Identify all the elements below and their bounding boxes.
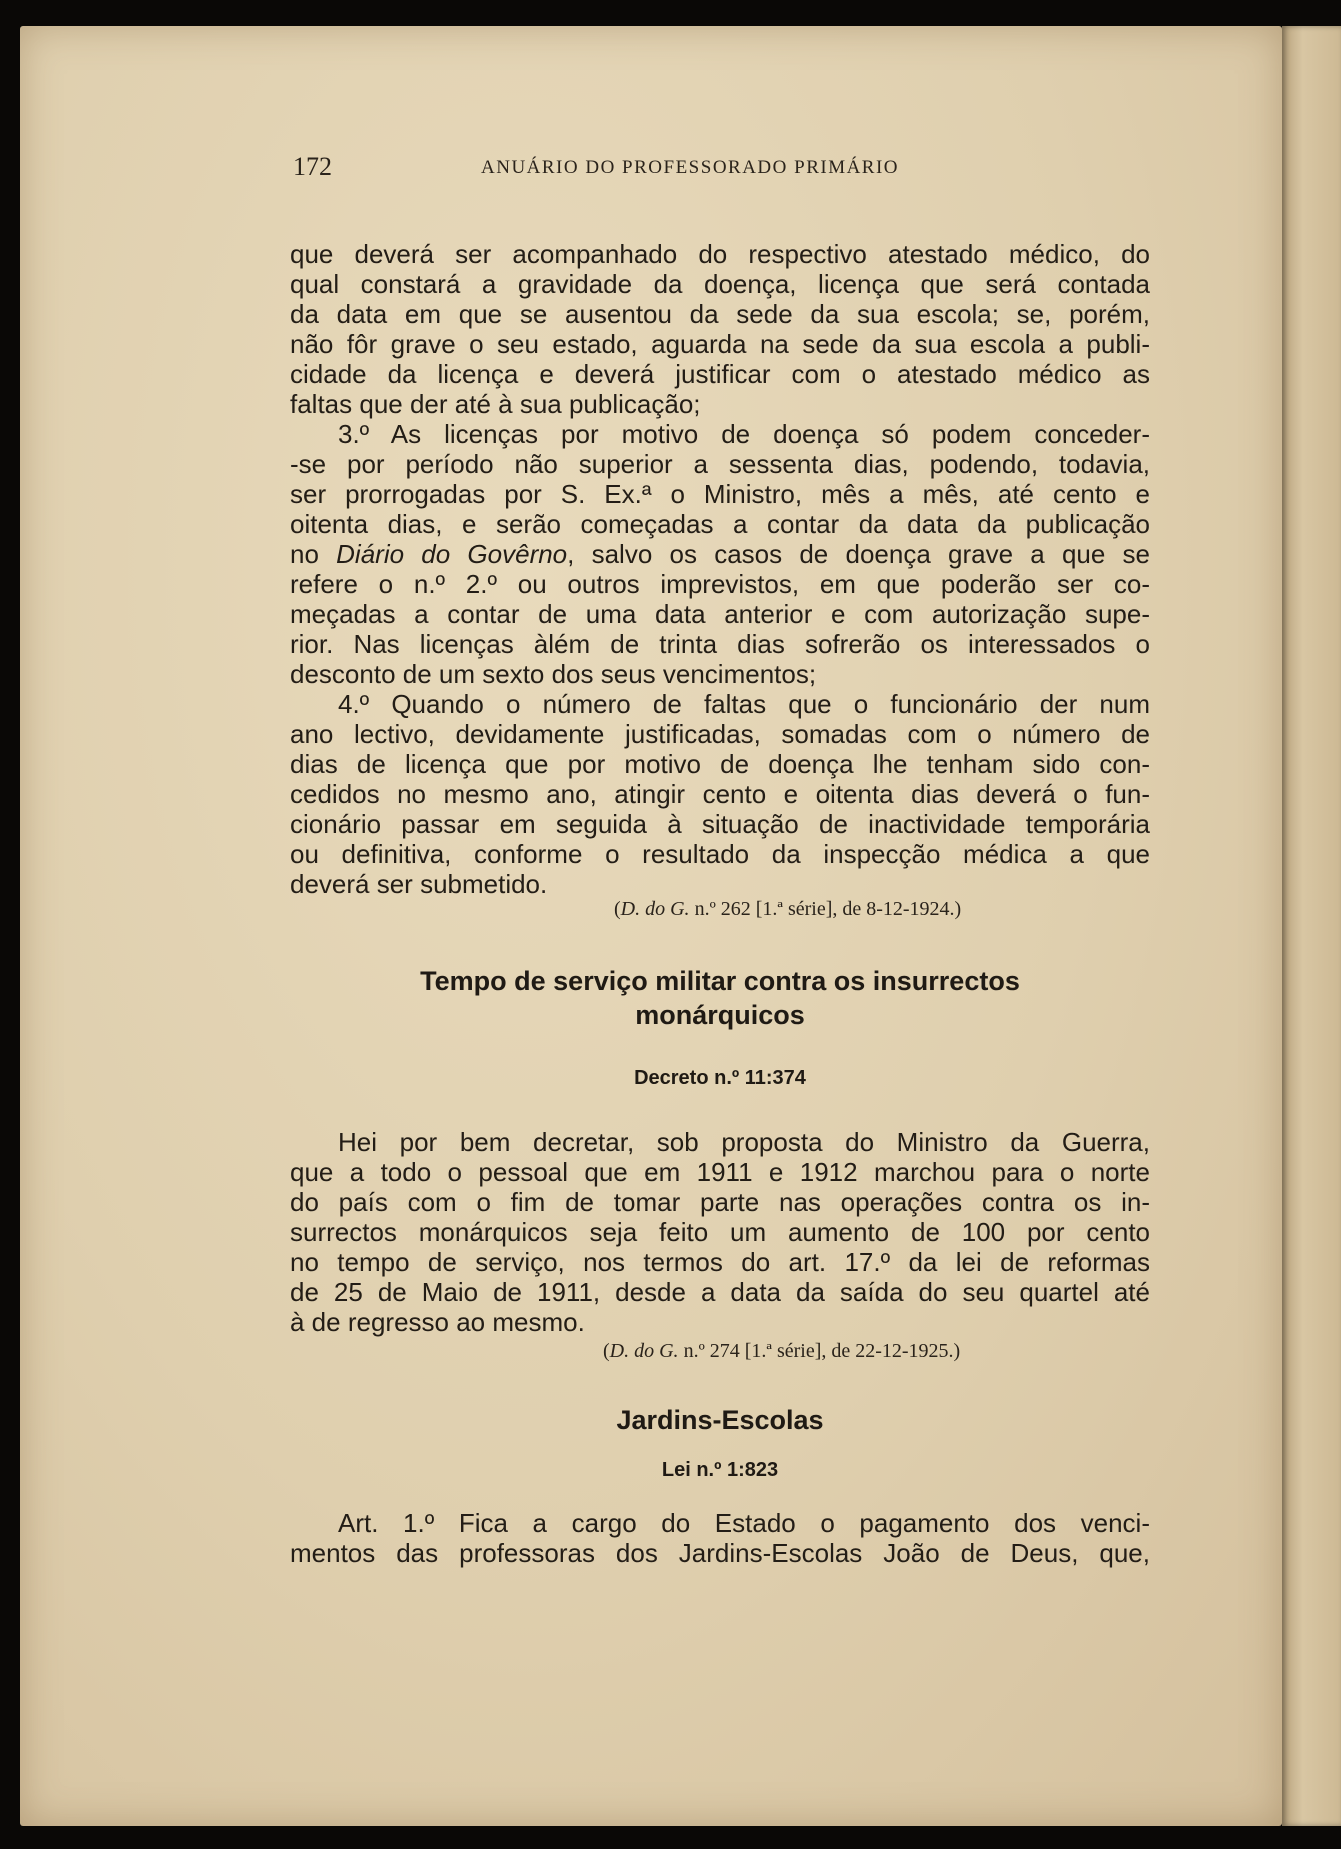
text-line: rior. Nas licenças àlém de trinta dias sofrerão os interessados o [290, 629, 1150, 659]
text-line: desconto de um sexto dos seus vencimentos; [290, 659, 817, 689]
text-line: no tempo de serviço, nos termos do art. 17.º da lei de reformas [290, 1247, 1150, 1277]
text-line: surrectos monárquicos seja feito um aumento de 100 por cento [290, 1217, 1150, 1247]
text-line: da data em que se ausentou da sede da sua escola; se, porém, [290, 299, 1150, 329]
text-line: deverá ser submetido. [290, 869, 548, 899]
text-line: que a todo o pessoal que em 1911 e 1912 marchou para o norte [290, 1157, 1150, 1187]
text-line: do país com o fim de tomar parte nas operações contra os in- [290, 1187, 1150, 1217]
page-header [293, 152, 1146, 182]
text-line: meçadas a contar de uma data anterior e com autorização supe- [290, 599, 1150, 629]
running-title: ANUÁRIO DO PROFESSORADO PRIMÁRIO [481, 157, 900, 178]
text-line: à de regresso ao mesmo. [290, 1307, 585, 1337]
section-title-jardins-escolas: Jardins-Escolas [616, 1405, 824, 1435]
page-number: 172 [293, 152, 332, 181]
text-line: dias de licença que por motivo de doença lhe tenham sido con- [290, 749, 1150, 779]
section-title-tempo-servico: Tempo de serviço militar contra os insurrectos [420, 966, 1020, 996]
text-line: que deverá ser acompanhado do respectivo atestado médico, do [290, 239, 1150, 269]
text-line: não fôr grave o seu estado, aguarda na sede da sua escola a publi- [290, 329, 1150, 359]
text-line: qual constará a gravidade da doença, licença que será contada [290, 269, 1150, 299]
citation-2: (D. do G. n.º 274 [1.ª série], de 22-12-1925.) [603, 1340, 961, 1362]
section-licencas-text [290, 239, 1150, 899]
decree-number: Decreto n.º 11:374 [634, 1067, 806, 1089]
text-line: ano lectivo, devidamente justificadas, somadas com o número de [290, 719, 1150, 749]
text-line: 4.º Quando o número de faltas que o funcionário der num [338, 689, 1150, 719]
text-line: de 25 de Maio de 1911, desde a data da saída do seu quartel até [290, 1277, 1150, 1307]
text-line: -se por período não superior a sessenta dias, podendo, todavia, [290, 449, 1150, 479]
book-spine [1282, 26, 1341, 1826]
text-line: cidade da licença e deverá justificar com o atestado médico as [290, 359, 1150, 389]
section-tempo-servico-text [290, 1127, 1150, 1337]
text-line: refere o n.º 2.º ou outros imprevistos, em que poderão ser co- [290, 569, 1150, 599]
text-line: 3.º As licenças por motivo de doença só podem conceder- [338, 419, 1150, 449]
text-line: cedidos no mesmo ano, atingir cento e oitenta dias deverá o fun- [290, 779, 1150, 809]
text-line-italic-reference: no Diário do Govêrno, salvo os casos de doença grave a que se [290, 539, 1151, 569]
citation-1: (D. do G. n.º 262 [1.ª série], de 8-12-1924.) [614, 898, 962, 920]
text-line: oitenta dias, e serão começadas a contar da data da publicação [290, 509, 1150, 539]
text-line: ou definitiva, conforme o resultado da inspecção médica a que [290, 839, 1150, 869]
text-line: cionário passar em seguida à situação de inactividade temporária [290, 809, 1150, 839]
text-line: faltas que der até à sua publicação; [290, 389, 701, 419]
text-line: Art. 1.º Fica a cargo do Estado o pagamento dos venci- [338, 1508, 1150, 1538]
text-line: mentos das professoras dos Jardins-Escolas João de Deus, que, [290, 1538, 1150, 1568]
law-number: Lei n.º 1:823 [661, 1459, 779, 1481]
text-line: ser prorrogadas por S. Ex.ª o Ministro, mês a mês, até cento e [290, 479, 1150, 509]
text-line: Hei por bem decretar, sob proposta do Ministro da Guerra, [338, 1127, 1150, 1157]
section-jardins-escolas-text [290, 1508, 1150, 1568]
section-title-tempo-servico-cont: monárquicos [635, 1000, 805, 1030]
